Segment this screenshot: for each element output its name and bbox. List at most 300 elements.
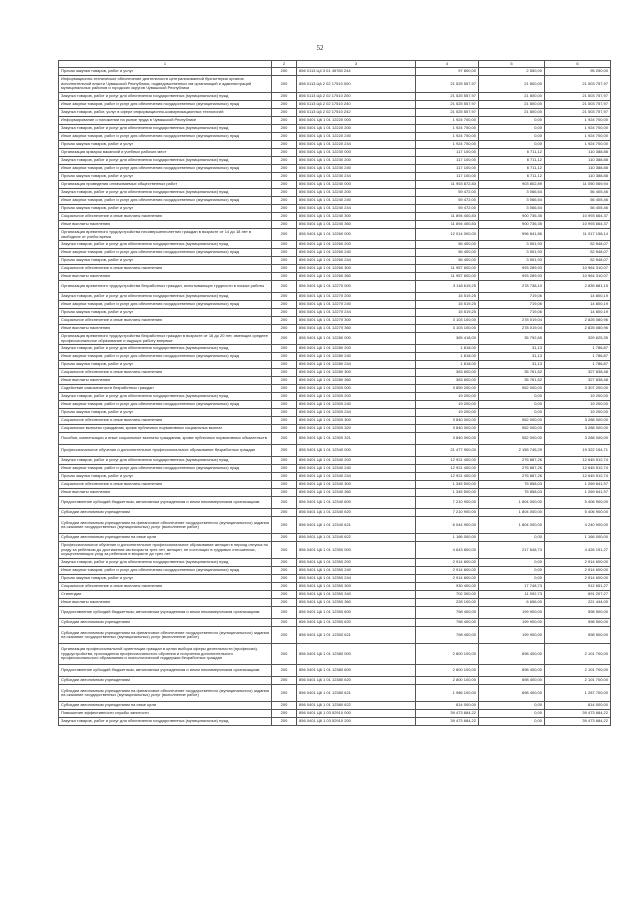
row-code-cell: 200 (272, 685, 297, 702)
row-name-cell: Социальное обеспечение и иные выплаты населению (59, 583, 272, 591)
row-approved-cell: 1 166 000,00 (416, 534, 479, 542)
table-row (59, 607, 611, 619)
row-code-cell: 200 (272, 425, 297, 433)
row-code-cell: 200 (272, 401, 297, 409)
row-kbk-cell: 856 0401 Ц6 1 01 12220 000 (297, 117, 416, 125)
row-kbk-cell: 856 0401 Ц6 1 01 12240 000 (297, 181, 416, 189)
row-approved-cell: 19 200,00 (416, 401, 479, 409)
row-approved-cell: 2 800 100,00 (416, 665, 479, 677)
row-kbk-cell: 856 0401 Ц6 1 01 12260 000 (297, 229, 416, 241)
row-kbk-cell: 856 0401 Ц6 1 01 12240 300 (297, 213, 416, 221)
table-row (59, 702, 611, 710)
row-code-cell: 200 (272, 409, 297, 417)
row-approved-cell: 1 924 700,00 (416, 141, 479, 149)
row-approved-cell: 798 400,00 (416, 619, 479, 627)
row-executed-cell: 552 000,00 (479, 425, 545, 433)
row-executed-cell: 275 887,26 (479, 473, 545, 481)
table-row (59, 517, 611, 534)
row-kbk-cell: 856 0113 Ц6 2 02 17510 240 (297, 101, 416, 109)
row-code-cell: 200 (272, 273, 297, 281)
row-remaining-cell: 19 200,00 (545, 393, 611, 401)
row-remaining-cell: 11 050 069,94 (545, 181, 611, 189)
row-approved-cell: 19 200,00 (416, 393, 479, 401)
row-kbk-cell: 856 0401 Ц6 1 01 12260 240 (297, 249, 416, 257)
row-executed-cell: 993 289,93 (479, 265, 545, 273)
row-executed-cell: 1 804 000,00 (479, 517, 545, 534)
row-approved-cell: 3 118 619,25 (416, 281, 479, 293)
row-remaining-cell: 3 307 200,00 (545, 385, 611, 393)
row-remaining-cell: 1 786,87 (545, 353, 611, 361)
row-remaining-cell: 52 848,07 (545, 249, 611, 257)
row-code-cell: 200 (272, 393, 297, 401)
row-remaining-cell: 39 473 684,22 (545, 718, 611, 726)
table-header-row (59, 61, 611, 68)
row-executed-cell: 2 155 745,29 (479, 445, 545, 457)
row-approved-cell: 21 477 900,00 (416, 445, 479, 457)
row-remaining-cell: 3 288 000,00 (545, 433, 611, 445)
table-row (59, 229, 611, 241)
row-code-cell: 200 (272, 591, 297, 599)
table-row (59, 205, 611, 213)
row-remaining-cell: 598 500,00 (545, 627, 611, 644)
table-row (59, 345, 611, 353)
row-name-cell: Стипендии (59, 591, 272, 599)
row-name-cell: Закупка товаров, работ, услуг в сфере информационно-коммуникационных технологий (59, 109, 272, 117)
row-executed-cell: 0,00 (479, 534, 545, 542)
row-approved-cell: 6 044 900,00 (416, 517, 479, 534)
row-executed-cell: 993 289,93 (479, 273, 545, 281)
row-executed-cell: 0,00 (479, 710, 545, 718)
row-executed-cell: 552 000,00 (479, 433, 545, 445)
row-kbk-cell: 856 0401 Ц6 1 01 12240 360 (297, 221, 416, 229)
row-name-cell: Организация ярмарок вакансий и учебных рабочих мест (59, 149, 272, 157)
row-code-cell: 200 (272, 710, 297, 718)
row-remaining-cell: 3 288 000,00 (545, 417, 611, 425)
row-code-cell: 200 (272, 575, 297, 583)
row-remaining-cell: 814 000,00 (545, 702, 611, 710)
row-name-cell: Иные закупки товаров, работ и услуг для обеспечения государственных (муниципальных) нужд (59, 133, 272, 141)
row-name-cell: Иные выплаты населению (59, 273, 272, 281)
row-approved-cell: 21 525 557,97 (416, 109, 479, 117)
row-name-cell: Иные закупки товаров, работ и услуг для обеспечения государственных (муниципальных) нужд (59, 465, 272, 473)
row-kbk-cell: 856 0401 Ц6 1 01 12220 200 (297, 125, 416, 133)
row-approved-cell: 7 210 900,00 (416, 509, 479, 517)
row-code-cell: 200 (272, 221, 297, 229)
row-code-cell: 200 (272, 361, 297, 369)
row-code-cell: 200 (272, 509, 297, 517)
row-kbk-cell: 856 0401 Ц6 1 01 12230 244 (297, 173, 416, 181)
table-row (59, 425, 611, 433)
row-kbk-cell: 856 0401 Ц6 1 01 12240 200 (297, 189, 416, 197)
row-code-cell: 200 (272, 369, 297, 377)
row-remaining-cell: 19 200,00 (545, 401, 611, 409)
row-kbk-cell: 856 0401 Ц6 1 01 12280 300 (297, 369, 416, 377)
row-remaining-cell: 14 800,19 (545, 309, 611, 317)
row-executed-cell: 0,00 (479, 575, 545, 583)
row-remaining-cell: 1 924 700,00 (545, 117, 611, 125)
row-name-cell: Иные закупки товаров, работ и услуг для обеспечения государственных (муниципальных) нужд (59, 301, 272, 309)
row-code-cell: 200 (272, 157, 297, 165)
row-name-cell: Иные закупки товаров, работ и услуг для обеспечения государственных (муниципальных) нужд (59, 401, 272, 409)
row-approved-cell: 930 400,00 (416, 583, 479, 591)
row-code-cell: 200 (272, 644, 297, 665)
row-name-cell: Субсидии автономным учреждениям (59, 619, 272, 627)
row-name-cell: Иные закупки товаров, работ и услуг для обеспечения государственных (муниципальных) нужд (59, 165, 272, 173)
row-approved-cell: 117 100,00 (416, 149, 479, 157)
row-approved-cell: 3 859 200,00 (416, 385, 479, 393)
row-approved-cell: 59 472,00 (416, 189, 479, 197)
row-executed-cell: 6 711,12 (479, 173, 545, 181)
row-executed-cell: 31,13 (479, 361, 545, 369)
table-row (59, 534, 611, 542)
row-kbk-cell: 856 0401 Ц6 1 01 12280 200 (297, 345, 416, 353)
row-remaining-cell: 912 651,27 (545, 583, 611, 591)
row-remaining-cell: 2 825 080,96 (545, 317, 611, 325)
row-remaining-cell: 329 625,35 (545, 333, 611, 345)
row-approved-cell: 1 818,00 (416, 353, 479, 361)
row-code-cell: 200 (272, 165, 297, 173)
row-remaining-cell: 1 924 700,00 (545, 125, 611, 133)
row-name-cell: Повышение эффективности службы занятости (59, 710, 272, 718)
row-approved-cell: 2 914 600,00 (416, 575, 479, 583)
row-approved-cell: 363 600,00 (416, 369, 479, 377)
row-executed-cell: 900 736,35 (479, 221, 545, 229)
row-executed-cell: 75 858,03 (479, 481, 545, 489)
table-row (59, 197, 611, 205)
table-row (59, 173, 611, 181)
table-row (59, 265, 611, 273)
row-name-cell: Субсидии автономным учреждениям на иные цели (59, 534, 272, 542)
row-executed-cell: 3 551,93 (479, 249, 545, 257)
row-remaining-cell: 10 993 664,37 (545, 221, 611, 229)
row-kbk-cell: 856 0401 Ц6 1 01 12350 600 (297, 607, 416, 619)
row-kbk-cell: 856 0401 Ц6 1 01 12270 300 (297, 317, 416, 325)
row-remaining-cell: 21 503 757,97 (545, 76, 611, 93)
row-kbk-cell: 856 0401 Ц6 1 01 12380 621 (297, 685, 416, 702)
table-row (59, 677, 611, 685)
row-executed-cell: 0,00 (479, 567, 545, 575)
row-name-cell: Закупка товаров, работ и услуг для обеспечения государственных (муниципальных) нужд (59, 345, 272, 353)
table-row (59, 665, 611, 677)
row-remaining-cell: 19 322 154,71 (545, 445, 611, 457)
table-row (59, 393, 611, 401)
row-kbk-cell: 856 0401 Ц6 1 01 12350 360 (297, 599, 416, 607)
row-approved-cell: 56 400,00 (416, 241, 479, 249)
table-row (59, 157, 611, 165)
table-row (59, 125, 611, 133)
row-kbk-cell: 856 0401 Ц6 1 01 12230 200 (297, 157, 416, 165)
row-kbk-cell: 856 0401 Ц6 1 01 12350 340 (297, 591, 416, 599)
row-remaining-cell: 14 800,19 (545, 301, 611, 309)
row-name-cell: Организация временного трудоустройства безработных граждан, испытывающих трудности в поиске работы (59, 281, 272, 293)
row-name-cell: Закупка товаров, работ и услуг для обеспечения государственных (муниципальных) нужд (59, 189, 272, 197)
row-remaining-cell: 1 166 000,00 (545, 534, 611, 542)
table-row (59, 141, 611, 149)
table-row (59, 76, 611, 93)
row-name-cell: Прочая закупка товаров, работ и услуг (59, 309, 272, 317)
row-name-cell: Закупка товаров, работ и услуг для обеспечения государственных (муниципальных) нужд (59, 93, 272, 101)
row-executed-cell: 275 887,26 (479, 457, 545, 465)
row-approved-cell: 11 957 600,00 (416, 273, 479, 281)
row-code-cell: 200 (272, 133, 297, 141)
row-remaining-cell: 10 964 310,07 (545, 265, 611, 273)
row-name-cell: Прочая закупка товаров, работ и услуг (59, 173, 272, 181)
row-executed-cell: 2 550,00 (479, 68, 545, 76)
row-name-cell: Прочая закупка товаров, работ и услуг (59, 68, 272, 76)
row-kbk-cell: 856 0401 Ц6 1 01 12260 200 (297, 241, 416, 249)
row-name-cell: Информирование о положении на рынке труда в Чувашской Республике (59, 117, 272, 125)
row-code-cell: 200 (272, 417, 297, 425)
row-code-cell: 200 (272, 559, 297, 567)
row-name-cell: Прочая закупка товаров, работ и услуг (59, 141, 272, 149)
row-name-cell: Социальное обеспечение и иные выплаты населению (59, 481, 272, 489)
row-kbk-cell: 856 0113 Ц4 3 01 45780 244 (297, 68, 416, 76)
row-kbk-cell: 856 0401 Ц6 1 01 12350 240 (297, 567, 416, 575)
row-code-cell: 200 (272, 583, 297, 591)
row-executed-cell: 217 648,73 (479, 542, 545, 559)
row-approved-cell: 365 418,00 (416, 333, 479, 345)
row-kbk-cell: 856 0401 Ц6 1 01 12340 200 (297, 457, 416, 465)
row-executed-cell: 0,00 (479, 141, 545, 149)
row-remaining-cell: 5 406 900,00 (545, 509, 611, 517)
row-kbk-cell: 856 0401 Ц6 1 01 12240 240 (297, 197, 416, 205)
row-approved-cell: 2 914 600,00 (416, 559, 479, 567)
row-code-cell: 200 (272, 702, 297, 710)
row-remaining-cell: 56 405,46 (545, 205, 611, 213)
row-remaining-cell: 4 240 900,00 (545, 517, 611, 534)
row-code-cell: 200 (272, 433, 297, 445)
row-name-cell: Субсидии автономным учреждениям на иные цели (59, 702, 272, 710)
row-name-cell: Иные закупки товаров, работ и услуг для обеспечения государственных (муниципальных) нужд (59, 249, 272, 257)
table-row (59, 353, 611, 361)
row-kbk-cell: 856 0401 Ц6 1 01 12260 300 (297, 265, 416, 273)
row-kbk-cell: 856 0401 Ц6 1 01 12220 240 (297, 133, 416, 141)
row-approved-cell: 798 400,00 (416, 607, 479, 619)
row-kbk-cell: 856 0401 Ц6 1 01 12270 000 (297, 281, 416, 293)
row-name-cell: Иные закупки товаров, работ и услуг для обеспечения государственных (муниципальных) нужд (59, 567, 272, 575)
table-row (59, 445, 611, 457)
table-row (59, 361, 611, 369)
row-kbk-cell: 856 0401 Ц6 1 01 12350 000 (297, 542, 416, 559)
row-remaining-cell: 56 405,46 (545, 189, 611, 197)
table-row (59, 377, 611, 385)
row-kbk-cell: 856 0401 Ц6 1 01 12380 622 (297, 702, 416, 710)
row-remaining-cell: 52 848,07 (545, 241, 611, 249)
row-kbk-cell: 856 0401 Ц6 1 01 12340 300 (297, 481, 416, 489)
row-remaining-cell: 110 388,88 (545, 165, 611, 173)
row-executed-cell: 698 400,00 (479, 665, 545, 677)
row-code-cell: 200 (272, 317, 297, 325)
row-code-cell: 200 (272, 445, 297, 457)
table-row (59, 685, 611, 702)
row-remaining-cell: 598 500,00 (545, 607, 611, 619)
table-row (59, 109, 611, 117)
row-approved-cell: 56 400,00 (416, 257, 479, 265)
row-code-cell: 200 (272, 241, 297, 249)
column-header: 5 (479, 61, 545, 68)
row-kbk-cell: 856 0401 Ц6 1 01 12300 244 (297, 409, 416, 417)
table-row (59, 301, 611, 309)
row-approved-cell: 3 840 000,00 (416, 417, 479, 425)
row-remaining-cell: 2 914 600,00 (545, 559, 611, 567)
row-name-cell: Субсидии автономным учреждениям на финансовое обеспечение государственного (муниципального) задания на оказание государственных (муниципальных) услуг (выполнение работ) (59, 517, 272, 534)
table-row (59, 401, 611, 409)
row-executed-cell: 278 019,04 (479, 325, 545, 333)
row-kbk-cell: 856 0401 Ц6 1 01 12300 321 (297, 433, 416, 445)
row-remaining-cell: 327 838,48 (545, 369, 611, 377)
row-name-cell: Предоставление субсидий бюджетным, автономным учреждениям и иным некоммерческим организациям (59, 607, 272, 619)
column-header: 4 (416, 61, 479, 68)
row-kbk-cell: 856 0401 Ц6 1 01 12300 200 (297, 393, 416, 401)
table-row (59, 619, 611, 627)
table-row (59, 627, 611, 644)
row-approved-cell: 15 519,25 (416, 309, 479, 317)
row-remaining-cell: 1 786,87 (545, 361, 611, 369)
row-code-cell: 200 (272, 101, 297, 109)
table-row (59, 497, 611, 509)
row-kbk-cell: 856 0401 Ц6 1 01 12380 620 (297, 677, 416, 685)
row-approved-cell: 1 345 500,00 (416, 481, 479, 489)
row-executed-cell: 3 066,54 (479, 189, 545, 197)
row-name-cell: Субсидии автономным учреждениям на финансовое обеспечение государственного (муниципального) задания на оказание государственных (муниципальных) услуг (выполнение работ) (59, 627, 272, 644)
row-executed-cell: 0,00 (479, 117, 545, 125)
row-remaining-cell: 14 800,19 (545, 293, 611, 301)
row-remaining-cell: 1 269 641,97 (545, 489, 611, 497)
row-name-cell: Прочая закупка товаров, работ и услуг (59, 409, 272, 417)
row-code-cell: 200 (272, 125, 297, 133)
table-row (59, 559, 611, 567)
row-name-cell: Закупка товаров, работ и услуг для обеспечения государственных (муниципальных) нужд (59, 718, 272, 726)
row-approved-cell: 12 921 400,00 (416, 465, 479, 473)
row-remaining-cell: 21 503 757,97 (545, 93, 611, 101)
column-header: 1 (59, 61, 272, 68)
row-kbk-cell: 856 0401 Ц6 1 01 12260 360 (297, 273, 416, 281)
row-name-cell: Организация проведения оплачиваемых общественных работ (59, 181, 272, 189)
row-code-cell: 200 (272, 718, 297, 726)
row-name-cell: Предоставление субсидий бюджетным, автономным учреждениям и иным некоммерческим организациям (59, 665, 272, 677)
row-name-cell: Иные выплаты населению (59, 489, 272, 497)
row-approved-cell: 7 210 900,00 (416, 497, 479, 509)
table-row (59, 249, 611, 257)
row-name-cell: Субсидии автономным учреждениям (59, 509, 272, 517)
row-executed-cell: 698 400,00 (479, 677, 545, 685)
row-approved-cell: 11 957 600,00 (416, 265, 479, 273)
table-body (59, 68, 611, 726)
row-executed-cell: 552 000,00 (479, 385, 545, 393)
row-name-cell: Иные закупки товаров, работ и услуг для обеспечения государственных (муниципальных) нужд (59, 197, 272, 205)
row-approved-cell: 117 100,00 (416, 157, 479, 165)
row-executed-cell: 552 000,00 (479, 417, 545, 425)
table-row (59, 489, 611, 497)
row-kbk-cell: 856 0401 Ц6 1 01 12300 320 (297, 425, 416, 433)
row-remaining-cell: 21 503 757,97 (545, 101, 611, 109)
row-kbk-cell: 856 0401 Ц6 1 01 12340 622 (297, 534, 416, 542)
row-remaining-cell: 1 924 700,00 (545, 133, 611, 141)
row-approved-cell: 814 000,00 (416, 702, 479, 710)
row-code-cell: 200 (272, 465, 297, 473)
row-approved-cell: 1 818,00 (416, 361, 479, 369)
table-row (59, 241, 611, 249)
table-row (59, 509, 611, 517)
row-executed-cell: 278 019,04 (479, 317, 545, 325)
row-remaining-cell: 52 848,07 (545, 257, 611, 265)
row-approved-cell: 1 924 700,00 (416, 125, 479, 133)
row-name-cell: Иные выплаты населению (59, 325, 272, 333)
row-kbk-cell: 856 0401 Ц6 1 01 12230 240 (297, 165, 416, 173)
table-row (59, 567, 611, 575)
row-executed-cell: 1 804 000,00 (479, 497, 545, 509)
table-row (59, 117, 611, 125)
row-kbk-cell: 856 0401 Ц6 1 01 12340 600 (297, 497, 416, 509)
row-name-cell: Закупка товаров, работ и услуг для обеспечения государственных (муниципальных) нужд (59, 293, 272, 301)
table-row (59, 181, 611, 189)
row-remaining-cell: 2 839 881,15 (545, 281, 611, 293)
row-code-cell: 200 (272, 567, 297, 575)
row-approved-cell: 1 986 100,00 (416, 685, 479, 702)
table-row (59, 257, 611, 265)
row-code-cell: 200 (272, 325, 297, 333)
row-code-cell: 200 (272, 189, 297, 197)
row-approved-cell: 21 525 557,97 (416, 101, 479, 109)
row-executed-cell: 21 800,00 (479, 101, 545, 109)
table-row (59, 369, 611, 377)
row-remaining-cell: 598 500,00 (545, 619, 611, 627)
row-remaining-cell: 327 838,48 (545, 377, 611, 385)
row-code-cell: 200 (272, 181, 297, 189)
row-executed-cell: 900 736,35 (479, 213, 545, 221)
row-executed-cell: 0,00 (479, 125, 545, 133)
row-kbk-cell: 856 0401 Ц6 1 01 12270 240 (297, 301, 416, 309)
row-code-cell: 200 (272, 173, 297, 181)
table-row (59, 165, 611, 173)
table-row (59, 213, 611, 221)
row-executed-cell: 0,00 (479, 409, 545, 417)
table-row (59, 718, 611, 726)
row-code-cell: 200 (272, 117, 297, 125)
row-code-cell: 200 (272, 197, 297, 205)
row-code-cell: 200 (272, 333, 297, 345)
row-approved-cell: 117 100,00 (416, 165, 479, 173)
row-approved-cell: 3 103 100,00 (416, 325, 479, 333)
row-code-cell: 200 (272, 457, 297, 465)
row-remaining-cell: 691 207,27 (545, 591, 611, 599)
row-code-cell: 200 (272, 213, 297, 221)
row-executed-cell: 698 400,00 (479, 685, 545, 702)
row-code-cell: 200 (272, 229, 297, 241)
row-name-cell: Социальное обеспечение и иные выплаты населению (59, 417, 272, 425)
row-approved-cell: 12 921 400,00 (416, 457, 479, 465)
row-remaining-cell: 110 388,88 (545, 149, 611, 157)
row-kbk-cell: 856 0401 Ц6 1 01 12280 000 (297, 333, 416, 345)
row-remaining-cell: 110 388,88 (545, 157, 611, 165)
row-code-cell: 200 (272, 281, 297, 293)
row-code-cell: 200 (272, 497, 297, 509)
row-code-cell: 200 (272, 205, 297, 213)
table-row (59, 325, 611, 333)
row-name-cell: Закупка товаров, работ и услуг для обеспечения государственных (муниципальных) нужд (59, 125, 272, 133)
row-executed-cell: 698 400,00 (479, 644, 545, 665)
row-name-cell: Организация профессиональной ориентации граждан в целях выбора сферы деятельности (профессии), трудоустройства, прохождения профессионального обучения и получения дополнительного профессионального образования и психологической поддержки безработных граждан (59, 644, 272, 665)
row-code-cell: 200 (272, 517, 297, 534)
row-remaining-cell: 10 993 664,37 (545, 213, 611, 221)
row-executed-cell: 21 800,00 (479, 93, 545, 101)
row-executed-cell: 3 066,54 (479, 197, 545, 205)
row-executed-cell: 1 804 000,00 (479, 509, 545, 517)
row-approved-cell: 21 525 557,97 (416, 93, 479, 101)
row-code-cell: 200 (272, 265, 297, 273)
row-approved-cell: 2 914 600,00 (416, 567, 479, 575)
row-name-cell: Пособия, компенсации и иные социальные выплаты гражданам, кроме публичных нормативных обязательств (59, 433, 272, 445)
